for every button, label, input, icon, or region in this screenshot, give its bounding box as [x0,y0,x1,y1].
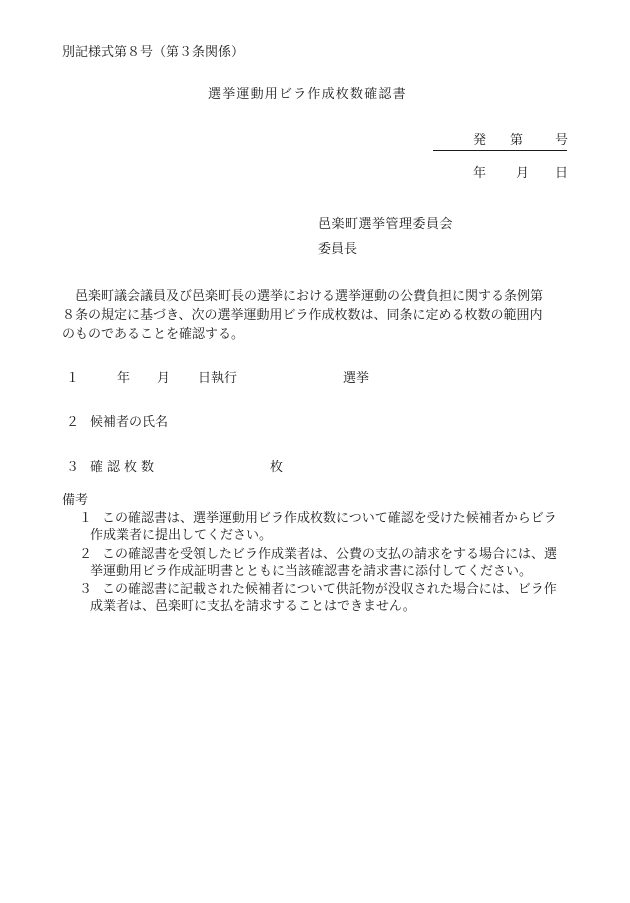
item-number: ３ [66,460,80,475]
item-election: 選挙 [343,371,370,386]
body-line-2: ８条の規定に基づき、次の選挙運動用ビラ作成枚数は、同条に定める枚数の範囲内 [62,308,543,323]
issue-date-line [433,166,567,183]
note-line: この確認書を受領したビラ作成業者は、公費の支払の請求をする場合には、選 [102,547,558,562]
issue-dai: 第 [510,133,524,148]
notes-heading: 備考 [62,493,89,508]
issue-date-day: 日 [555,166,569,181]
item-candidate-name [0,415,630,431]
body-line-1: 邑楽町議会議員及び邑楽町長の選挙における選挙運動の公費負担に関する条例第 [75,289,544,304]
body-line-3: のものであることを確認する。 [62,327,245,342]
item-year: 年 [117,371,131,386]
item-election-date [0,371,630,387]
document-title: 選挙運動用ビラ作成枚数確認書 [208,87,407,102]
item-day-execution: 日執行 [198,371,238,386]
note-line: 成業者は、邑楽町に支払を請求することはできません。 [90,599,416,614]
item-month: 月 [157,371,171,386]
note-number: ３ [79,582,93,597]
note-line: この確認書は、選挙運動用ビラ作成枚数について確認を受けた候補者からビラ [102,511,557,526]
note-number: ２ [79,547,93,562]
item-number: １ [66,371,80,386]
item-label: 確認枚数 [90,460,159,475]
issue-date-month: 月 [516,166,530,181]
note-line: 作成業者に提出してください。 [90,528,273,543]
issue-go: 号 [555,133,569,148]
issuer-role: 委員長 [318,242,358,257]
item-label: 候補者の氏名 [90,415,169,430]
issue-date-year: 年 [473,166,487,181]
body-paragraph [62,287,574,344]
form-number: 別記様式第８号（第３条関係） [62,45,245,60]
note-line: この確認書に記載された候補者について供託物が没収された場合には、ビラ作 [102,582,557,597]
issue-number-line [433,133,567,151]
note-number: １ [79,511,93,526]
item-confirmed-count [0,460,630,476]
item-number: ２ [66,415,80,430]
note-line: 挙運動用ビラ作成証明書とともに当該確認書を請求書に添付してください。 [90,564,533,579]
issuer-organization: 邑楽町選挙管理委員会 [318,217,454,232]
item-unit: 枚 [270,460,284,475]
issue-hatsu: 発 [473,133,487,148]
